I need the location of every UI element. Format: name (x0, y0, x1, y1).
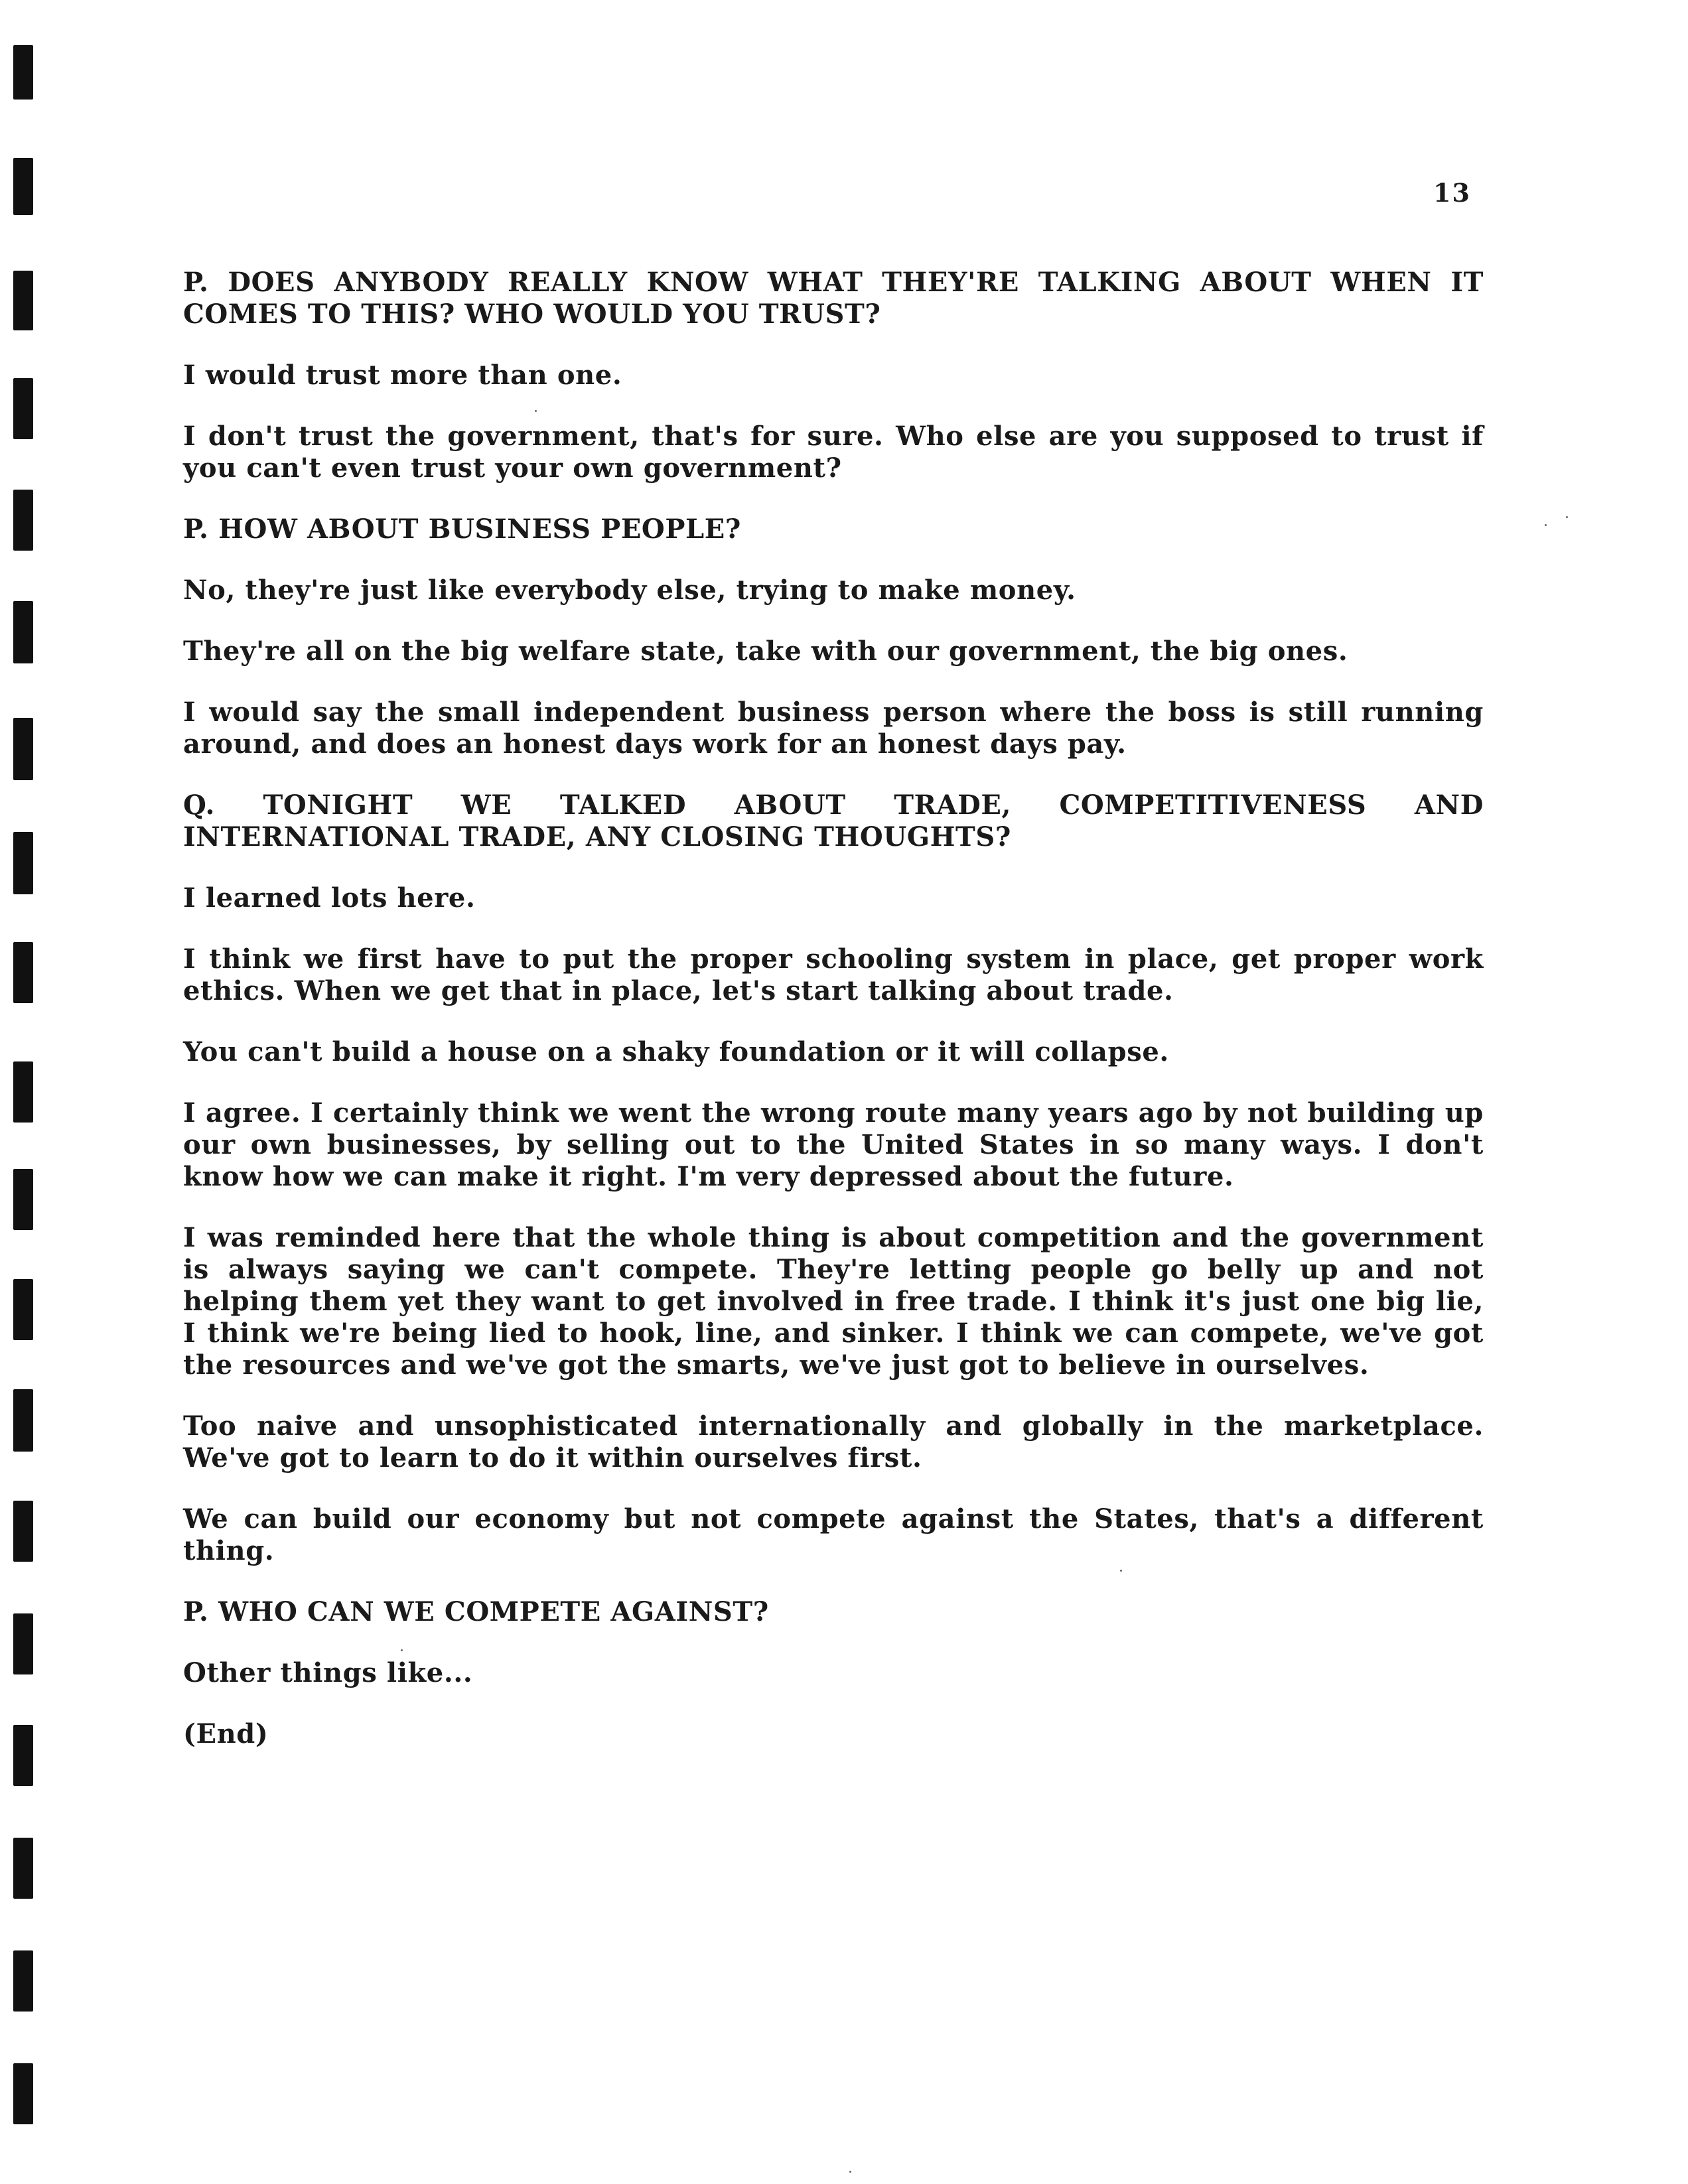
binding-mark (13, 1279, 33, 1340)
binding-hole-marks (0, 0, 40, 2184)
prompt-question: P. WHO CAN WE COMPETE AGAINST? (183, 1596, 769, 1627)
binding-mark (13, 490, 33, 551)
scan-speck (401, 1649, 403, 1651)
response: Too naive and unsophisticated internationally and globally in the marketplace. We've got to learn to do it within ourselves first. (183, 1410, 1484, 1473)
response: You can't build a house on a shaky foundation or it will collapse. (183, 1036, 1169, 1067)
binding-mark (13, 1838, 33, 1899)
transcript-body (183, 267, 1484, 1779)
binding-mark (13, 1389, 33, 1452)
binding-mark (13, 1169, 33, 1230)
response: I would trust more than one. (183, 360, 622, 391)
response: I would say the small independent business person where the boss is still running around, and does an honest days work for an honest days pay. (183, 697, 1484, 760)
response: Other things like... (183, 1657, 473, 1688)
scan-speck (1566, 516, 1568, 518)
response: No, they're just like everybody else, trying to make money. (183, 575, 1076, 606)
scan-speck (535, 410, 537, 412)
response: We can build our economy but not compete against the States, that's a different thing. (183, 1503, 1484, 1566)
binding-mark (13, 1613, 33, 1674)
binding-mark (13, 832, 33, 894)
response: I don't trust the government, that's for sure. Who else are you supposed to trust if you can't even trust your own government? (183, 421, 1484, 484)
binding-mark (13, 1061, 33, 1123)
binding-mark (13, 1950, 33, 2012)
prompt-question: P. HOW ABOUT BUSINESS PEOPLE? (183, 513, 741, 545)
prompt-question: P. DOES ANYBODY REALLY KNOW WHAT THEY'RE TALKING ABOUT WHEN IT COMES TO THIS? WHO WOULD YOU TRUST? (183, 267, 1484, 330)
response: I was reminded here that the whole thing is about competition and the government is always saying we can't compete. They're letting people go belly up and not helping them yet they want to get involved in free trade. I think it's just one big lie, I think we're being lied to hook, line, and sinker. I think we can compete, we've got the resources and we've got the smarts, we've just got to believe in ourselves. (183, 1222, 1484, 1381)
scan-speck (849, 2171, 851, 2173)
binding-mark (13, 1501, 33, 1562)
binding-mark (13, 1725, 33, 1786)
scan-speck (1120, 1570, 1122, 1572)
response: I think we first have to put the proper schooling system in place, get proper work ethics. When we get that in place, let's start talking about trade. (183, 943, 1484, 1006)
binding-mark (13, 942, 33, 1003)
response: I learned lots here. (183, 882, 476, 914)
response: They're all on the big welfare state, take with our government, the big ones. (183, 636, 1348, 667)
binding-mark (13, 2063, 33, 2124)
page-number: 13 (1433, 178, 1471, 208)
binding-mark (13, 601, 33, 663)
scan-speck (1545, 524, 1547, 526)
binding-mark (13, 158, 33, 215)
binding-mark (13, 45, 33, 100)
binding-mark (13, 718, 33, 780)
prompt-question: Q. TONIGHT WE TALKED ABOUT TRADE, COMPETITIVENESS AND INTERNATIONAL TRADE, ANY CLOSING THOUGHTS? (183, 789, 1484, 853)
response: I agree. I certainly think we went the wrong route many years ago by not building up our own businesses, by selling out to the United States in so many ways. I don't know how we can make it right. I'm very depressed about the future. (183, 1097, 1484, 1192)
binding-mark (13, 271, 33, 330)
binding-mark (13, 378, 33, 439)
end-marker: (End) (183, 1718, 269, 1749)
